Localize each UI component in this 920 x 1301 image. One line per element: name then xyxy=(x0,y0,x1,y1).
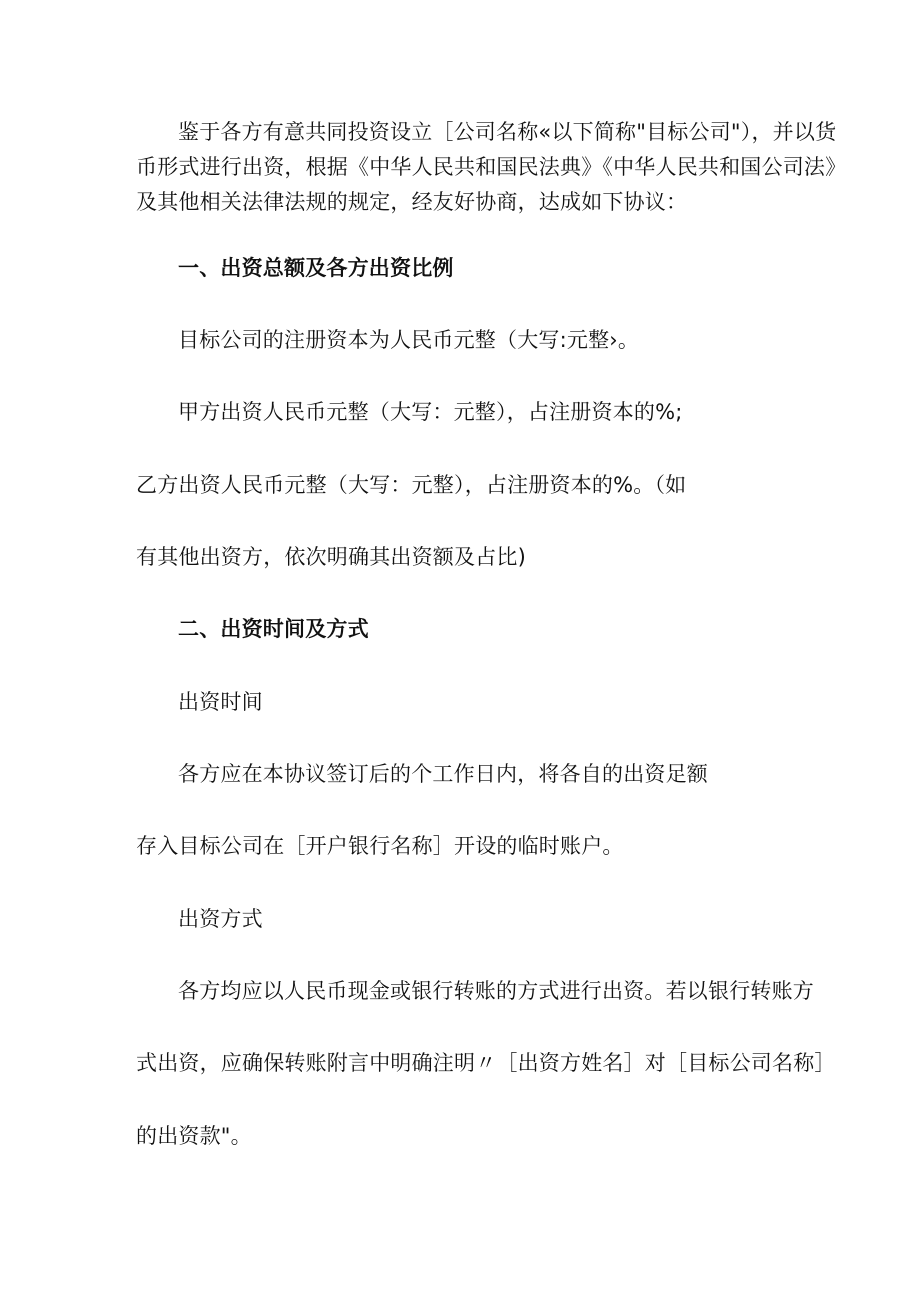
contribution-method-line-3: 的出资款"。 xyxy=(136,1124,252,1148)
party-b-contribution-line-2: 有其他出资方，依次明确其出资额及占比) xyxy=(136,545,526,569)
party-a-contribution: 甲方出资人民币元整（大写：元整），占注册资本的%; xyxy=(178,400,683,424)
contribution-time-title: 出资时间 xyxy=(178,690,263,714)
contribution-method-line-1: 各方均应以人民币现金或银行转账的方式进行出资。若以银行转账方 xyxy=(178,979,814,1003)
party-b-contribution-line-1: 乙方出资人民币元整（大写：元整），占注册资本的%。（如 xyxy=(136,473,687,497)
contribution-method-title: 出资方式 xyxy=(178,907,263,931)
section-1-heading: 一、出资总额及各方出资比例 xyxy=(178,256,454,280)
intro-line-2: 币形式进行出资，根据《中华人民共和国民法典》《中华人民共和国公司法》 xyxy=(136,155,847,179)
contribution-time-line-2: 存入目标公司在［开户银行名称］开设的临时账户。 xyxy=(136,834,624,858)
intro-line-1: 鉴于各方有意共同投资设立［公司名称«以下简称"目标公司"），并以货 xyxy=(178,120,837,144)
registered-capital-paragraph: 目标公司的注册资本为人民币元整（大写:元整›。 xyxy=(178,328,640,352)
intro-line-3: 及其他相关法律法规的规定，经友好协商，达成如下协议： xyxy=(136,190,688,214)
section-2-heading: 二、出资时间及方式 xyxy=(178,617,369,641)
contribution-method-line-2: 式出资，应确保转账附言中明确注明〃［出资方姓名］对［目标公司名称］ xyxy=(136,1051,836,1075)
contribution-time-line-1: 各方应在本协议签订后的个工作日内，将各自的出资足额 xyxy=(178,762,708,786)
